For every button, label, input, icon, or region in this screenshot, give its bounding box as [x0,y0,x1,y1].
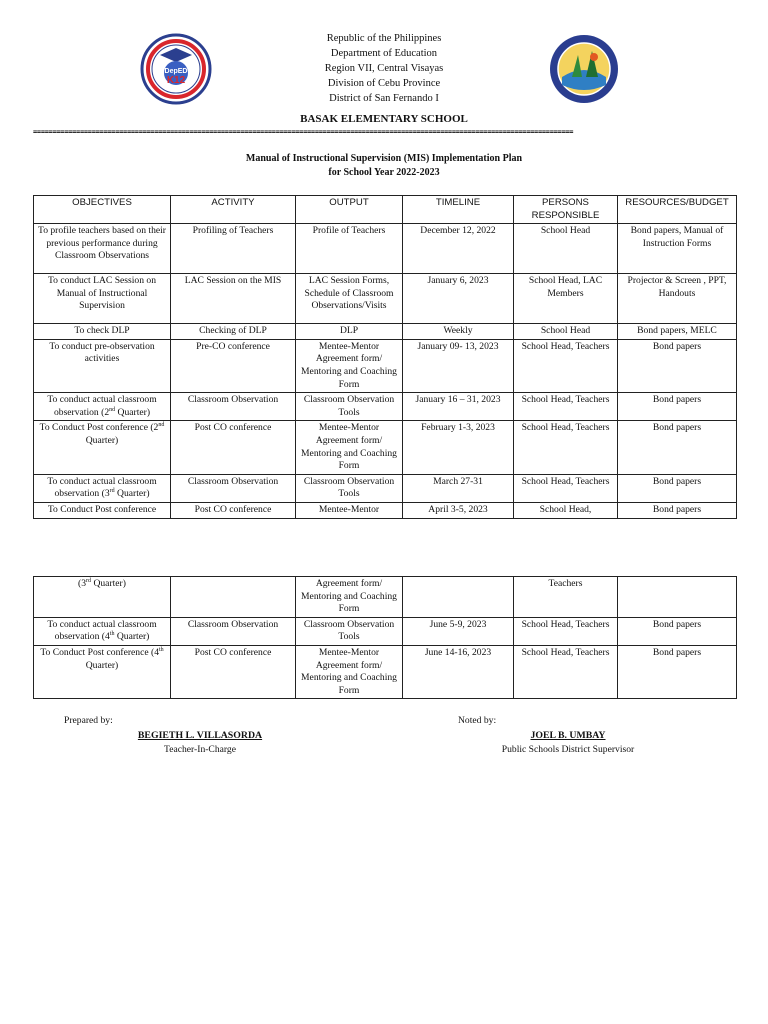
cell-resources [618,577,737,618]
cell-output: Agreement form/ Mentoring and Coaching Form [296,577,403,618]
table-row [34,393,737,421]
cell-activity: LAC Session on the MIS [171,274,296,324]
title-line-1: Manual of Instructional Supervision (MIS) Implementation Plan [245,153,523,164]
cell-resources: Bond papers [618,339,737,392]
cell-objective: To conduct actual classroom observation (3rd Quarter) [34,474,171,502]
table-row [34,502,737,518]
school-name: BASAK ELEMENTARY SCHOOL [300,113,468,125]
cell-objective: To Conduct Post conference [34,502,171,518]
noted-by-position: Public Schools District Supervisor [501,744,635,755]
cell-timeline: February 1-3, 2023 [403,421,514,474]
cell-resources: Bond papers [618,421,737,474]
cell-activity: Classroom Observation [171,617,296,645]
header-line-district: District of San Fernando I [329,93,439,104]
cell-activity: Profiling of Teachers [171,224,296,274]
cell-timeline: June 5-9, 2023 [403,617,514,645]
header-line-department: Department of Education [330,48,438,59]
column-header-objectives: OBJECTIVES [34,196,171,224]
column-header-activity: ACTIVITY [171,196,296,224]
table-row [34,421,737,474]
cell-persons: School Head, LAC Members [514,274,618,324]
cell-objective: To Conduct Post conference (4th Quarter) [34,645,171,698]
cell-persons: School Head, Teachers [514,617,618,645]
cell-activity: Checking of DLP [171,324,296,340]
table-header-row [34,196,737,224]
cell-activity [171,577,296,618]
cell-resources: Projector & Screen , PPT, Handouts [618,274,737,324]
cell-persons: School Head [514,324,618,340]
cell-resources: Bond papers [618,502,737,518]
cell-activity: Post CO conference [171,421,296,474]
cell-output: Classroom Observation Tools [296,474,403,502]
title-line-2: for School Year 2022-2023 [328,167,440,178]
cell-resources: Bond papers, MELC [618,324,737,340]
cell-objective: To conduct actual classroom observation (2nd Quarter) [34,393,171,421]
cell-persons: School Head, [514,502,618,518]
cell-output: Profile of Teachers [296,224,403,274]
cell-timeline [403,577,514,618]
cell-objective: To conduct actual classroom observation (4th Quarter) [34,617,171,645]
table-row [34,617,737,645]
implementation-plan-table-page-2 [33,576,737,699]
cell-persons: School Head, Teachers [514,645,618,698]
cell-output: Classroom Observation Tools [296,393,403,421]
cell-activity: Classroom Observation [171,474,296,502]
implementation-plan-table-page-1 [33,195,737,519]
prepared-by-label: Prepared by: [64,715,113,726]
noted-by-label: Noted by: [458,715,497,726]
column-header-output: OUTPUT [296,196,403,224]
table-row [34,324,737,340]
cell-output: Classroom Observation Tools [296,617,403,645]
header-line-republic: Republic of the Philippines [326,33,442,44]
table-row [34,577,737,618]
cell-objective: To check DLP [34,324,171,340]
cell-objective: To conduct pre-observation activities [34,339,171,392]
cell-resources: Bond papers [618,393,737,421]
cell-persons: School Head, Teachers [514,421,618,474]
cell-activity: Pre-CO conference [171,339,296,392]
cell-output: DLP [296,324,403,340]
document-title [0,152,768,180]
cell-timeline: January 6, 2023 [403,274,514,324]
cell-persons: School Head, Teachers [514,393,618,421]
prepared-by-position: Teacher-In-Charge [164,744,236,755]
table-row [34,474,737,502]
table-row [34,224,737,274]
logo-text-k12: K12 [166,75,186,86]
logo-text-deped: DepED [164,68,188,75]
cell-objective: To profile teachers based on their previous performance during Classroom Observations [34,224,171,274]
cell-activity: Post CO conference [171,502,296,518]
column-header-resources-budget: RESOURCES/BUDGET [618,196,737,224]
header-line-division: Division of Cebu Province [327,78,441,89]
cell-objective: (3rd Quarter) [34,577,171,618]
cell-timeline: January 16 – 31, 2023 [403,393,514,421]
cell-resources: Bond papers, Manual of Instruction Forms [618,224,737,274]
cell-persons: Teachers [514,577,618,618]
cell-resources: Bond papers [618,617,737,645]
cell-persons: School Head, Teachers [514,339,618,392]
table-row [34,339,737,392]
prepared-by-name: BEGIETH L. VILLASORDA [137,730,263,741]
cell-resources: Bond papers [618,645,737,698]
cell-timeline: Weekly [403,324,514,340]
column-header-timeline: TIMELINE [403,196,514,224]
noted-by-name: JOEL B. UMBAY [530,730,606,741]
cell-output: Mentee-Mentor Agreement form/ Mentoring and Coaching Form [296,645,403,698]
cell-resources: Bond papers [618,474,737,502]
separator-rule: ========================================================================================================================================== [33,128,574,136]
cell-output: Mentee-Mentor Agreement form/ Mentoring and Coaching Form [296,421,403,474]
cell-timeline: April 3-5, 2023 [403,502,514,518]
cell-output: Mentee-Mentor [296,502,403,518]
header-line-region: Region VII, Central Visayas [324,63,444,74]
cell-persons: School Head [514,224,618,274]
cell-output: LAC Session Forms, Schedule of Classroom Observations/Visits [296,274,403,324]
cell-timeline: December 12, 2022 [403,224,514,274]
column-header-persons-responsible: PERSONS RESPONSIBLE [514,196,618,224]
agency-header [0,31,768,106]
cell-persons: School Head, Teachers [514,474,618,502]
cell-timeline: January 09- 13, 2023 [403,339,514,392]
cell-activity: Post CO conference [171,645,296,698]
cell-timeline: June 14-16, 2023 [403,645,514,698]
cell-output: Mentee-Mentor Agreement form/ Mentoring and Coaching Form [296,339,403,392]
table-row [34,274,737,324]
table-row [34,645,737,698]
cell-timeline: March 27-31 [403,474,514,502]
cell-activity: Classroom Observation [171,393,296,421]
cell-objective: To conduct LAC Session on Manual of Instructional Supervision [34,274,171,324]
cell-objective: To Conduct Post conference (2nd Quarter) [34,421,171,474]
